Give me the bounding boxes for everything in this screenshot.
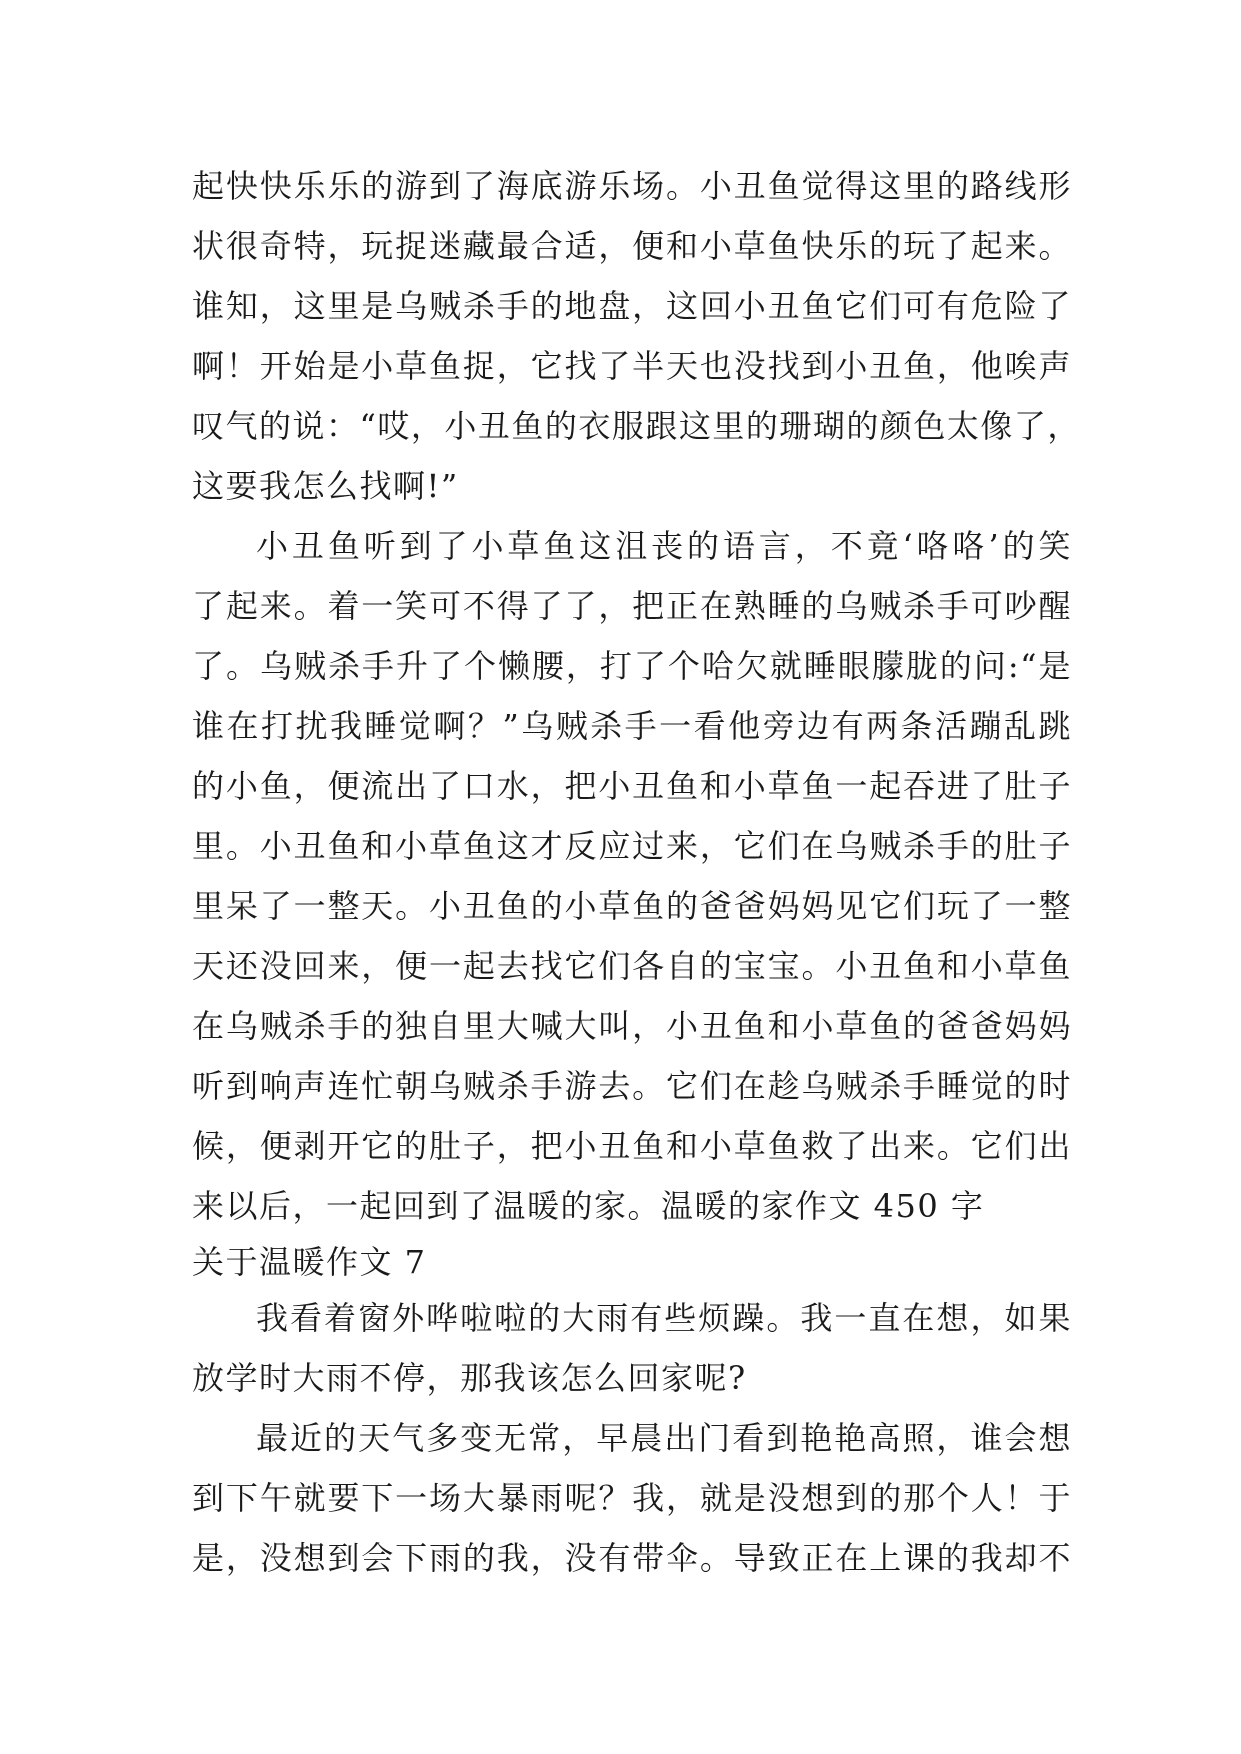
- text-line: 谁在打扰我睡觉啊？”乌贼杀手一看他旁边有两条活蹦乱跳: [192, 707, 1072, 745]
- text-line: 候，便剥开它的肚子，把小丑鱼和小草鱼救了出来。它们出: [192, 1127, 1072, 1165]
- text-line: 叹气的说：“哎，小丑鱼的衣服跟这里的珊瑚的颜色太像了，: [192, 407, 1081, 445]
- text-line: 了起来。着一笑可不得了了，把正在熟睡的乌贼杀手可吵醒: [192, 587, 1072, 625]
- text-line: 是，没想到会下雨的我，没有带伞。导致正在上课的我却不: [192, 1539, 1072, 1577]
- paragraph-first-line: 我看着窗外哗啦啦的大雨有些烦躁。我一直在想，如果: [256, 1299, 1072, 1337]
- text-line: 放学时大雨不停，那我该怎么回家呢?: [192, 1359, 747, 1397]
- text-line: 状很奇特，玩捉迷藏最合适，便和小草鱼快乐的玩了起来。: [192, 227, 1072, 265]
- text-line: 来以后，一起回到了温暖的家。温暖的家作文 450 字: [192, 1187, 985, 1225]
- text-line: 里呆了一整天。小丑鱼的小草鱼的爸爸妈妈见它们玩了一整: [192, 887, 1072, 925]
- text-line: 谁知，这里是乌贼杀手的地盘，这回小丑鱼它们可有危险了: [192, 287, 1072, 325]
- section-heading: 关于温暖作文 7: [192, 1243, 427, 1281]
- paragraph-first-line: 最近的天气多变无常，早晨出门看到艳艳高照，谁会想: [256, 1419, 1072, 1457]
- text-line: 到下午就要下一场大暴雨呢？我，就是没想到的那个人！于: [192, 1479, 1072, 1517]
- text-line: 听到响声连忙朝乌贼杀手游去。它们在趁乌贼杀手睡觉的时: [192, 1067, 1072, 1105]
- paragraph-first-line: 小丑鱼听到了小草鱼这沮丧的语言，不竟‘咯咯’的笑: [256, 527, 1072, 565]
- text-line: 起快快乐乐的游到了海底游乐场。小丑鱼觉得这里的路线形: [192, 167, 1072, 205]
- text-line: 这要我怎么找啊!”: [192, 467, 459, 505]
- text-line: 啊！开始是小草鱼捉，它找了半天也没找到小丑鱼，他唉声: [192, 347, 1072, 385]
- text-line: 里。小丑鱼和小草鱼这才反应过来，它们在乌贼杀手的肚子: [192, 827, 1072, 865]
- text-line: 在乌贼杀手的独自里大喊大叫，小丑鱼和小草鱼的爸爸妈妈: [192, 1007, 1072, 1045]
- text-line: 的小鱼，便流出了口水，把小丑鱼和小草鱼一起吞进了肚子: [192, 767, 1072, 805]
- essay-body: [192, 156, 1081, 1588]
- text-line: 了。乌贼杀手升了个懒腰，打了个哈欠就睡眼朦胧的问:“是: [192, 647, 1072, 685]
- text-line: 天还没回来，便一起去找它们各自的宝宝。小丑鱼和小草鱼: [192, 947, 1072, 985]
